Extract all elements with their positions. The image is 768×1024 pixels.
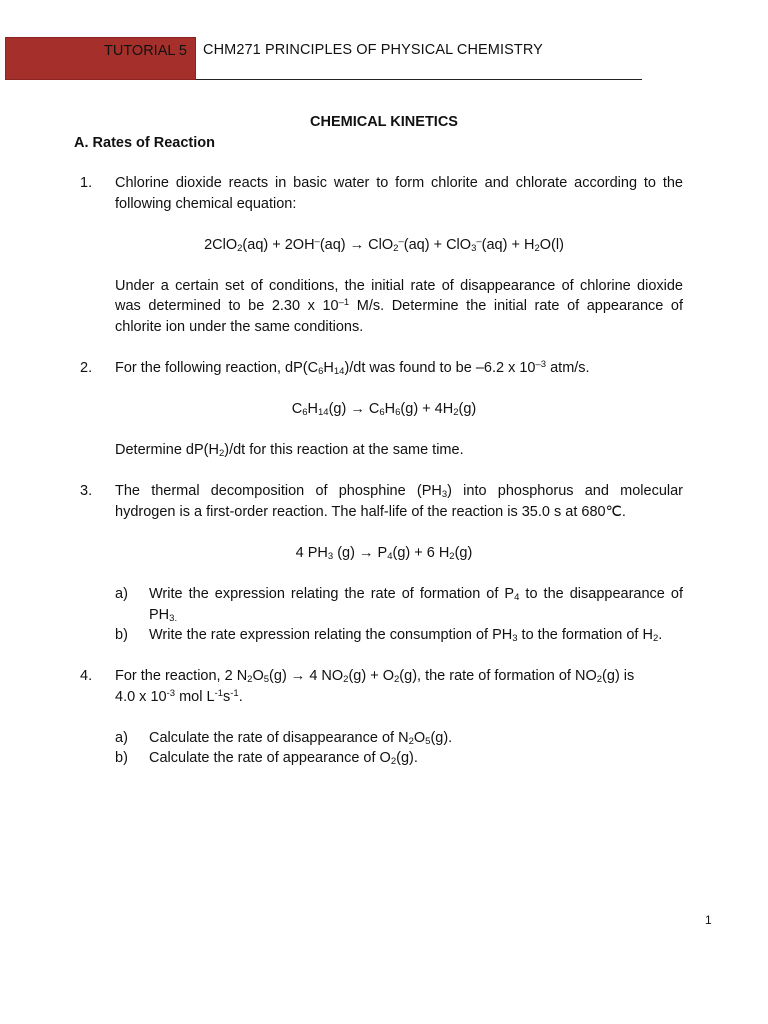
question-3-equation: 4 $PH_3$ $(g) \to P_4(g) + 6$ $H_2(g)$	[295, 545, 473, 562]
tutorial-label: TUTORIAL 5	[104, 43, 187, 59]
header-divider	[196, 79, 642, 80]
question-2-line-1: For the following reaction, $dP(C_6H_{14})/dt$ was found to be –6.2 x $10^{-3}$ atm/s.	[115, 359, 590, 377]
page-number: 1	[705, 913, 712, 927]
question-3-line-2: hydrogen is a first-order reaction. The half-life of the reaction is 35.0 s at 680℃.	[115, 504, 626, 520]
question-1-line-1: Chlorine dioxide reacts in basic water to form chlorite and chlorate according to the	[115, 175, 683, 191]
question-1-equation: $2ClO_2(aq) + 2OH^-(aq) \to ClO_2^-(aq) + ClO_3^-(aq) + H_2O(l)$	[204, 236, 564, 254]
question-4-part-b-label: b)	[115, 750, 128, 766]
tutorial-label-box	[5, 37, 196, 80]
section-heading: A. Rates of Reaction	[74, 135, 215, 151]
question-4-part-a-label: a)	[115, 730, 128, 746]
question-1-body-line-3: chlorite ion under the same conditions.	[115, 319, 364, 335]
question-1-body-line-2: was determined to be 2.30 x $10^{-1}$ M/s. Determine the initial rate of appearance of	[115, 297, 683, 314]
question-4-number: 4.	[80, 668, 93, 684]
question-3-line-1: The thermal decomposition of phosphine $(PH_3)$ into phosphorus and molecular	[115, 483, 683, 500]
question-3-part-a-line-2: $PH_{3.}$	[149, 607, 178, 624]
question-2-equation: $C_6H_{14}(g) \to C_6H_6(g) + 4H_2(g)$	[291, 401, 477, 418]
course-title: CHM271 PRINCIPLES OF PHYSICAL CHEMISTRY	[203, 42, 543, 58]
question-3-number: 3.	[80, 483, 93, 499]
document-title: CHEMICAL KINETICS	[310, 114, 458, 130]
question-2-number: 2.	[80, 360, 93, 376]
question-4-part-b-text: Calculate the rate of appearance of $O_2(g)$.	[149, 750, 418, 767]
question-3-part-a-label: a)	[115, 586, 128, 602]
question-4-line-2: 4.0 x $10^{-3}$ mol $L^{-1}s^{-1}$.	[115, 688, 243, 705]
question-2-line-2: Determine $dP(H_2)/dt$ for this reaction at the same time.	[115, 442, 464, 459]
question-1-line-2: following chemical equation:	[115, 196, 297, 212]
question-3-part-b-text: Write the rate expression relating the consumption of $PH_3$ to the formation of $H_2$.	[149, 627, 663, 644]
question-3-part-b-label: b)	[115, 627, 128, 643]
question-4-part-a-text: Calculate the rate of disappearance of $N_2O_5(g)$.	[149, 730, 453, 747]
question-4-line-1: For the reaction, 2 $N_2O_5(g) \to 4$ $NO_2(g) + O_2(g)$, the rate of formation of $NO_2(g)$ is	[115, 668, 635, 685]
question-1-body-line-1: Under a certain set of conditions, the initial rate of disappearance of chlorine dioxide	[115, 278, 683, 294]
question-3-part-a-line-1: Write the expression relating the rate of formation of $P_4$ to the disappearance of	[149, 586, 683, 603]
question-1-number: 1.	[80, 175, 93, 191]
